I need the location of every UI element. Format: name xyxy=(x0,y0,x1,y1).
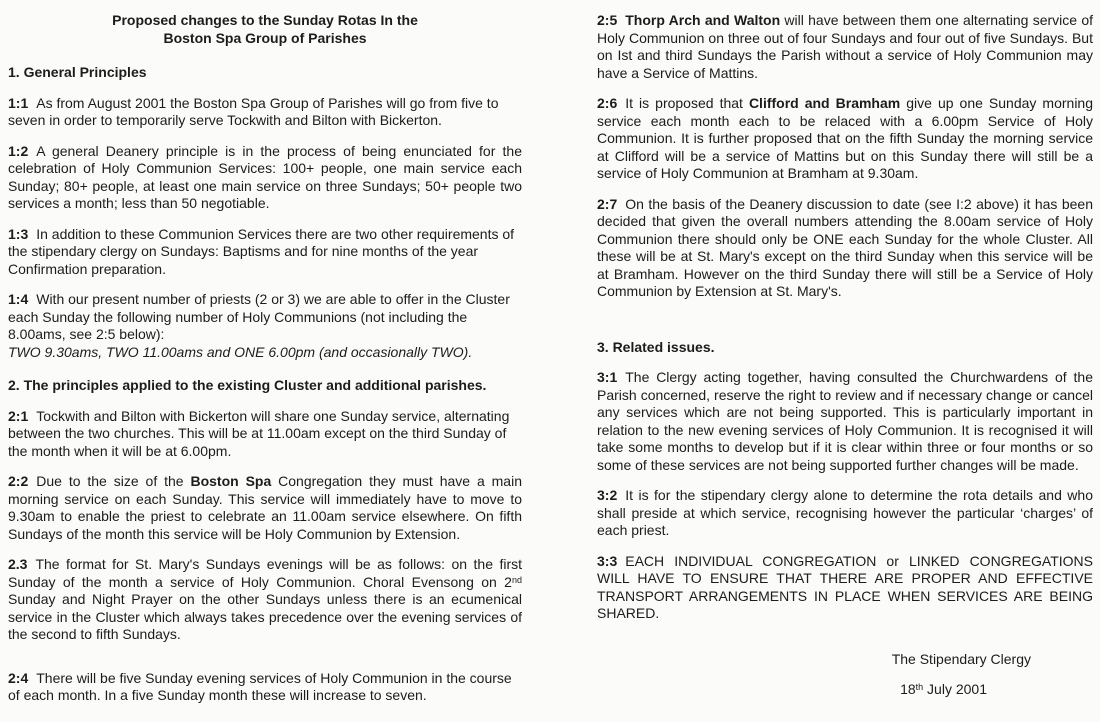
paragraph-number: 1:2 xyxy=(8,142,29,159)
text-run: It is proposed that xyxy=(625,95,749,111)
text-run: On the basis of the Deanery discussion to date (see I:2 above) it has been decided that given the overall numbers attending the 8.00am service of Holy Communion there should only be ONE each Sunday for the whole Cluster. All these will be at St. Mary's except on the third Sunday when this service will be at Bramham. However on the third Sunday there will still be a Service of Holy Communion by Extension at St. Mary's. xyxy=(597,195,1093,299)
bold-text-run: Thorp Arch and Walton xyxy=(625,12,781,28)
text-run: There will be five Sunday evening services of Holy Communion in the course of each month. In a five Sunday month these will increase to seven. xyxy=(8,669,512,703)
para-2-3 xyxy=(8,556,522,644)
date-line xyxy=(597,681,1093,699)
text-run: will have between them one alternating service of Holy Communion on three out of four Sundays and four out of five Sundays. But on Ist and third Sundays the Parish without a service of Holy Communion may have a Service of Mattins. xyxy=(597,12,1093,81)
text-run: Due to the size of the xyxy=(36,473,191,489)
bold-text-run: 3. Related issues. xyxy=(597,338,715,355)
column-right xyxy=(597,12,1093,722)
bold-text-run: 1. General Principles xyxy=(8,64,147,80)
text-run: As from August 2001 the Boston Spa Group of Parishes will go from five to seven in order to temporarily serve Tockwith and Bilton with Bickerton. xyxy=(8,94,499,128)
text-run: With our present number of priests (2 or 3) we are able to offer in the Cluster each Sunday the following number of Holy Communions (not including the 8.00ams, see 2:5 below): xyxy=(8,291,510,342)
heading-2 xyxy=(8,377,522,395)
para-2-2 xyxy=(8,473,522,543)
para-2-4 xyxy=(8,670,522,705)
para-3-2 xyxy=(597,487,1093,540)
paragraph-number: 2:7 xyxy=(597,195,618,212)
text-run: The format for St. Mary's Sundays evenings will be as follows: on the first Sunday of the month a service of Holy Communion. Choral Evensong on 2 xyxy=(8,556,522,590)
text-run: A general Deanery principle is in the process of being enunciated for the celebration of Holy Communion Services: 100+ people, one main service each Sunday; 80+ people, at least one main service on three Sundays; 50+ people two services a month; less than 50 negotiable. xyxy=(8,142,522,211)
bold-text-run: Clifford and Bramham xyxy=(748,95,901,111)
para-1-1 xyxy=(8,95,522,130)
text-run: EACH INDIVIDUAL CONGREGATION or LINKED CONGREGATIONS WILL HAVE TO ENSURE THAT THERE ARE PROPER AND EFFECTIVE TRANSPORT ARRANGEMENTS IN PLACE WHEN SERVICES ARE BEING SHARED. xyxy=(597,552,1093,621)
paragraph-number: 1:3 xyxy=(8,225,29,242)
paragraph-number: 3:1 xyxy=(597,369,618,385)
doc-title xyxy=(8,12,522,47)
text-run: The Stipendary Clergy xyxy=(891,650,1031,667)
document-title-line: Boston Spa Group of Parishes xyxy=(163,29,367,46)
column-left xyxy=(8,12,522,722)
text-run: In addition to these Communion Services there are two other requirements of the stipendary clergy on Sundays: Baptisms and for nine months of the year Confirmation preparation. xyxy=(8,225,515,277)
document-title-line: Proposed changes to the Sunday Rotas In the xyxy=(112,12,418,28)
paragraph-number: 3:3 xyxy=(597,552,618,569)
text-run: 18 xyxy=(900,681,916,697)
text-run: give up one Sunday morning service each month each to be relaced with a 6.00pm Service of Holy Communion. It is further proposed that on the fifth Sunday the morning service at Clifford will be a service of Mattins but on this Sunday there will still be a service of Holy Communion at Bramham at 9.30am. xyxy=(597,95,1093,181)
paragraph-number: 2:4 xyxy=(8,669,29,686)
text-run: It is for the stipendary clergy alone to determine the rota details and who shall preside at which service, recognising however the particular ‘charges’ of each priest. xyxy=(597,487,1093,538)
bold-text-run: 2. The principles applied to the existing Cluster and additional parishes. xyxy=(8,377,487,393)
para-3-3 xyxy=(597,553,1093,623)
heading-1 xyxy=(8,64,522,82)
paragraph-number: 3:2 xyxy=(597,487,618,503)
para-2-7 xyxy=(597,196,1093,301)
text-run: July 2001 xyxy=(923,681,987,697)
para-2-5 xyxy=(597,12,1093,82)
paragraph-number: 2:6 xyxy=(597,95,618,111)
para-2-6 xyxy=(597,95,1093,183)
text-run: Sunday and Night Prayer on the other Sundays unless there is an ecumenical service in the Cluster which always takes precedence over the evening services of the second to fifth Sundays. xyxy=(8,591,522,642)
paragraph-number: 1:1 xyxy=(8,94,29,111)
paragraph-number: 2:1 xyxy=(8,407,29,424)
para-1-2 xyxy=(8,143,522,213)
paragraph-number: 1:4 xyxy=(8,291,29,307)
superscript: nd xyxy=(511,574,522,585)
text-run: The Clergy acting together, having consulted the Churchwardens of the Parish concerned, reserve the right to review and if necessary change or cancel any services which are not being supported. This is particularly important in relation to the new evening services of Holy Communion. It is recognised it will take some months to develop but if it is clear within three or four months or so some of these services are not being supported further changes will be made. xyxy=(597,369,1093,473)
paragraph-number: 2:2 xyxy=(8,473,29,489)
para-2-1 xyxy=(8,408,522,461)
para-3-1 xyxy=(597,369,1093,474)
heading-3 xyxy=(597,339,1093,357)
text-run: Congregation they must have a main morning service on each Sunday. This service will immediately have to move to 9.30am to enable the priest to celebrate an 11.00am service elsewhere. On fifth Sundays of the month this service will be Holy Communion by Extension. xyxy=(8,473,522,542)
paragraph-number: 2:5 xyxy=(597,12,618,28)
para-1-3 xyxy=(8,226,522,279)
signature xyxy=(597,651,1093,669)
italic-text-run: TWO 9.30ams, TWO 11.00ams and ONE 6.00pm (and occasionally TWO). xyxy=(8,343,473,360)
bold-text-run: Boston Spa xyxy=(190,473,272,489)
para-1-4 xyxy=(8,291,522,361)
superscript: th xyxy=(915,682,924,692)
text-run: Tockwith and Bilton with Bickerton will share one Sunday service, alternating between the two churches. This will be at 11.00am except on the third Sunday of the month when it will be at 6.00pm. xyxy=(8,407,510,459)
paragraph-number: 2.3 xyxy=(8,556,28,572)
